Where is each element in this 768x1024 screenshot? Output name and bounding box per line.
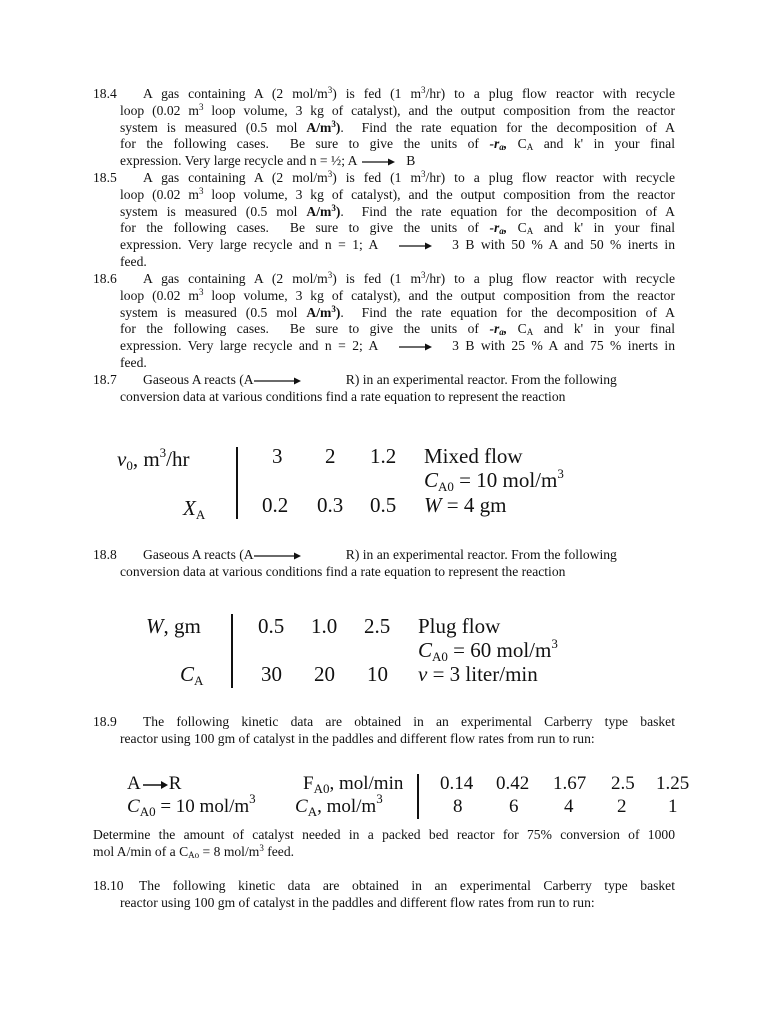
table-cell: 10 [367, 662, 388, 686]
table-cell: 0.42 [496, 773, 530, 794]
reaction-arrow-icon [397, 342, 433, 352]
reaction-label: A R [127, 773, 182, 794]
table-cell: 0.14 [440, 773, 474, 794]
table-divider [231, 614, 233, 688]
problem-number: 18.7 [93, 372, 117, 387]
problem-18-5: 18.5 A gas containing A (2 mol/$m^3$) is fed (1 $m^3/hr$) to a plug flow reactor with recycle loop (0.02 $m^3$ loop volume, 3 kg of catalyst), and the output composition from the reactor system is measured (0.5 mol $A/m^3$). Find the rate equation for the decomposition of A for the following cases. Be sure to give the units of $-r_a$, $C_A$ and k' in your final expression. Very large recycle and n = 1; A 3 B with 50 % A and 50 % inerts in feed. [93, 169, 676, 269]
table-divider [236, 447, 238, 519]
table-cell: 1.25 [656, 773, 690, 794]
table-note: v = 3 liter/min [418, 662, 538, 686]
table-note: Mixed flow [424, 444, 523, 468]
row-label-concentration: $C_A$, mol/$m^3$ [295, 791, 383, 819]
table-cell: 0.2 [262, 493, 289, 517]
problem-number: 18.5 [93, 170, 117, 185]
problem-number: 18.9 [93, 714, 117, 729]
problem-18-8: 18.8 Gaseous A reacts (A R) in an experimental reactor. From the following conversion data at various conditions find a rate equation to represent the reaction [93, 547, 617, 579]
problem-number: 18.8 [93, 547, 117, 562]
problem-number: 18.6 [93, 271, 117, 286]
row-label-catalyst-weight: W, gm [146, 614, 201, 638]
table-cell: 1.67 [553, 773, 587, 794]
table-cell: 1.2 [370, 444, 397, 468]
problem-18-4: 18.4 A gas containing A (2 mol/$m^3$) is fed (1 $m^3/hr$) to a plug flow reactor with recycle loop (0.02 $m^3$ loop volume, 3 kg of catalyst), and the output composition from the reactor system is measured (0.5 mol $A/m^3$). Find the rate equation for the decomposition of A for the following cases. Be sure to give the units of $-r_a$, $C_A$ and k' in your final expression. Very large recycle and n = ½; A B [93, 85, 676, 169]
table-cell: 4 [564, 796, 574, 817]
reaction-arrow-icon [360, 157, 396, 167]
table-note: W = 4 gm [424, 493, 507, 517]
table-cell: 2 [325, 444, 336, 468]
reaction-arrow-icon [254, 376, 302, 386]
feed-concentration: $C_{A0} = 10$ mol/$m^3$ [127, 791, 256, 819]
table-cell: 1.0 [311, 614, 338, 638]
table-cell: 2.5 [364, 614, 391, 638]
table-note: Plug flow [418, 614, 501, 638]
problem-18-6: 18.6 A gas containing A (2 mol/$m^3$) is fed (1 $m^3/hr$) to a plug flow reactor with recycle loop (0.02 $m^3$ loop volume, 3 kg of catalyst), and the output composition from the reactor system is measured (0.5 mol $A/m^3$). Find the rate equation for the decomposition of A for the following cases. Be sure to give the units of $-r_a$, $C_A$ and k' in your final expression. Very large recycle and n = 2; A 3 B with 25 % A and 75 % inerts in feed. [93, 270, 676, 370]
table-cell: 0.5 [258, 614, 285, 638]
problem-number: 18.10 [93, 878, 124, 893]
table-cell: 20 [314, 662, 335, 686]
row-label-conversion: $X_A$ [183, 496, 206, 522]
table-cell: 2.5 [611, 773, 635, 794]
reaction-arrow-icon [397, 241, 433, 251]
question-18-9: Determine the amount of catalyst needed in a packed bed reactor for 75% conversion of 1000 mol A/min of a $C_{Ao} = 8$ mol/$m^3$ feed. [93, 827, 675, 860]
problem-number: 18.4 [93, 86, 117, 101]
table-cell: 3 [272, 444, 283, 468]
table-cell: 2 [617, 796, 627, 817]
table-note: $C_{A0} = 60$ mol/$m^3$ [418, 636, 558, 664]
table-cell: 6 [509, 796, 519, 817]
problem-18-7: 18.7 Gaseous A reacts (A R) in an experimental reactor. From the following conversion data at various conditions find a rate equation to represent the reaction [93, 372, 617, 404]
row-label-concentration: $C_A$ [180, 662, 204, 688]
table-cell: 1 [668, 796, 678, 817]
problem-18-9: 18.9 The following kinetic data are obtained in an experimental Carberry type basket reactor using 100 gm of catalyst in the paddles and different flow rates from run to run: [93, 714, 675, 746]
row-label-flow-rate: $v_0$, $m^3/hr$ [117, 445, 190, 473]
table-cell: 0.3 [317, 493, 344, 517]
table-cell: 8 [453, 796, 463, 817]
table-cell: 30 [261, 662, 282, 686]
table-cell: 0.5 [370, 493, 397, 517]
reaction-arrow-icon [254, 551, 302, 561]
table-divider [417, 774, 419, 819]
table-note: $C_{A0} = 10$ mol/$m^3$ [424, 466, 564, 494]
reaction-arrow-icon [141, 779, 169, 791]
problem-18-10: 18.10 The following kinetic data are obtained in an experimental Carberry type basket reactor using 100 gm of catalyst in the paddles and different flow rates from run to run: [93, 878, 675, 910]
row-label-molar-feed: $F_{A0}$, mol/min [303, 773, 404, 796]
